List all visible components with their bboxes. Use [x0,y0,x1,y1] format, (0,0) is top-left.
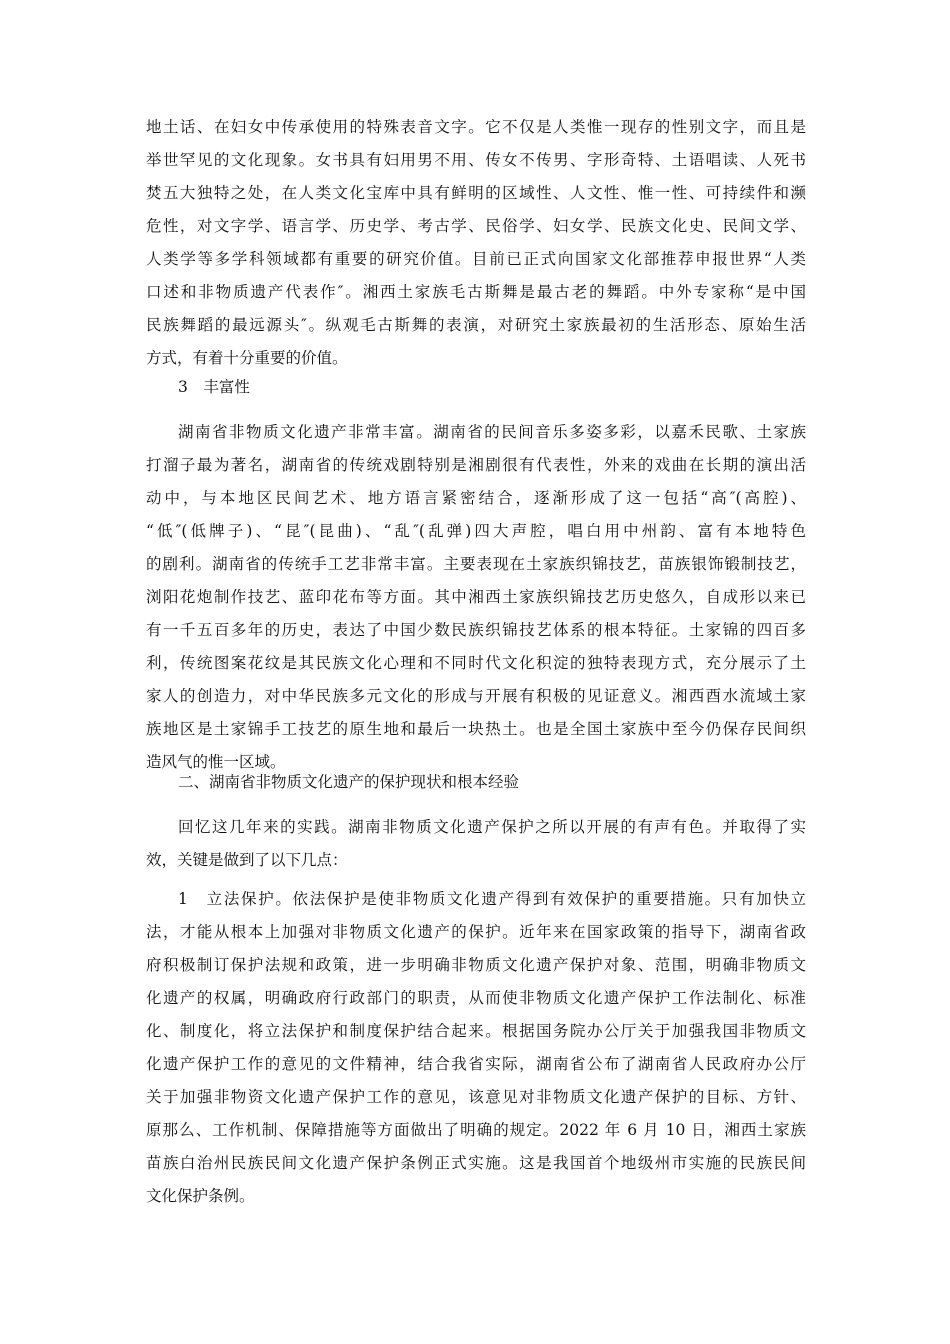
paragraph-nushu-maogusi [146,111,806,375]
text-line: 家人的创造力，对中华民族多元文化的形成与开展有积极的见证意义。湘西酉水流域土家 [146,687,806,705]
text-line: 举世罕见的文化现象。女书具有妇用男不用、传女不传男、字形奇特、土语唱读、人死书 [146,151,806,169]
paragraph-legislation [146,883,806,1213]
text-line: 打溜子最为著名，湖南省的传统戏剧特别是湘剧很有代表性，外来的戏曲在长期的演出活 [146,456,806,474]
text-line: 化遗产保护工作的意见的文件精神，结合我省实际，湖南省公布了湖南省人民政府办公厅 [146,1055,806,1073]
text-line: 地土话、在妇女中传承使用的特殊表音文字。它不仅是人类惟一现存的性别文字，而且是 [146,118,806,136]
text-line: 府积极制订保护法规和政策，进一步明确非物质文化遗产保护对象、范围，明确非物质文 [146,956,806,974]
text-line: 回忆这几年来的实践。湖南非物质文化遗产保护之所以开展的有声有色。并取得了实 [178,818,806,836]
text-line: 效，关键是做到了以下几点： [146,851,348,869]
text-line: 人类学等多学科领域都有重要的研究价值。目前已正式向国家文化部推荐申报世界“人类 [146,250,806,268]
text-line: 有一千五百多年的历史，表达了中国少数民族织锦技艺体系的根本特征。土家锦的四百多 [146,621,806,639]
text-line: 危性，对文字学、语言学、历史学、考古学、民俗学、妇女学、民族文化史、民间文学、 [146,217,806,235]
text-line: 化遗产的权属，明确政府行政部门的职责，从而使非物质文化遗产保护工作法制化、标准 [146,989,806,1007]
text-line: 焚五大独特之处，在人类文化宝库中具有鲜明的区域性、人文性、惟一性、可持续件和濒 [146,184,806,202]
text-line: 口述和非物质遗产代表作″。湘西土家族毛古斯舞是最古老的舞蹈。中外专家称“是中国 [146,283,806,301]
text-line: “低″(低牌子)、“昆″(昆曲)、“乱″(乱弹)四大声腔，唱白用中州韵、富有本地特色 [146,522,806,540]
section-heading-protection [146,766,806,799]
text-line: 1 立法保护。依法保护是使非物质文化遗产得到有效保护的重要措施。只有加快立 [178,890,806,908]
text-line: 民族舞蹈的最远源头″。纵观毛古斯舞的表演，对研究土家族最初的生活形态、原始生活 [146,316,806,334]
text-line: 湖南省非物质文化遗产非常丰富。湖南省的民间音乐多姿多彩，以嘉禾民歌、土家族 [178,423,806,441]
paragraph-review [146,811,806,877]
text-line: 造风气的惟一区域。 [146,753,286,771]
text-line: 法，才能从根本上加强对非物质文化遗产的保护。近年来在国家政策的指导下，湖南省政 [146,923,806,941]
text-line: 方式，有着十分重要的价值。 [146,349,348,367]
text-line: 苗族白治州民族民间文化遗产保护条例正式实施。这是我国首个地级州市实施的民族民间 [146,1154,806,1172]
section-heading: 3 丰富性 [178,378,250,396]
text-line: 利，传统图案花纹是其民族文化心理和不同时代文化积淀的独特表现方式，充分展示了土 [146,654,806,672]
section-heading-richness [146,371,806,404]
text-line: 文化保护条例。 [146,1187,255,1205]
text-line: 化、制度化，将立法保护和制度保护结合起来。根据国务院办公厅关于加强我国非物质文 [146,1022,806,1040]
text-line: 关于加强非物资文化遗产保护工作的意见，该意见对非物质文化遗产保护的目标、方针、 [146,1088,806,1106]
text-line: 的剧利。湖南省的传统手工艺非常丰富。主要表现在土家族织锦技艺，苗族银饰锻制技艺， [146,555,806,573]
paragraph-richness [146,416,806,779]
section-heading: 二、湖南省非物质文化遗产的保护现状和根本经验 [178,773,520,791]
text-line: 浏阳花炮制作技艺、蓝印花布等方面。其中湘西土家族织锦技艺历史悠久，自成形以来已 [146,588,806,606]
text-line: 原那么、工作机制、保障措施等方面做出了明确的规定。2022 年 6 月 10 日，湘西土家族 [146,1121,806,1139]
text-line: 动中，与本地区民间艺术、地方语言紧密结合，逐渐形成了这一包括“高″(高腔)、 [146,489,806,507]
text-line: 族地区是土家锦手工技艺的原生地和最后一块热土。也是全国土家族中至今仍保存民间织 [146,720,806,738]
